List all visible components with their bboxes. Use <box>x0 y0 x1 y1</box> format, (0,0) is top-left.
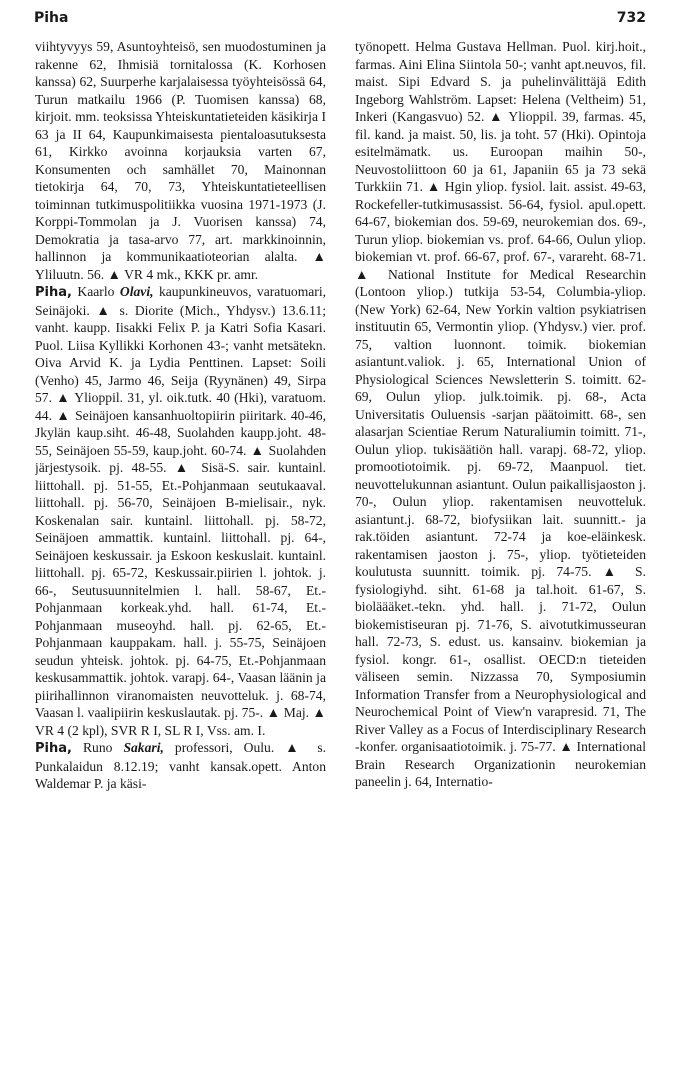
entry-surname: Piha, <box>35 741 72 756</box>
running-header <box>34 10 646 32</box>
right-column <box>355 38 646 1066</box>
running-head-name: Piha <box>34 10 69 26</box>
entry-first-name: Runo <box>82 740 113 755</box>
entry-given-name: Olavi, <box>119 284 154 299</box>
entry-first-name: Kaarlo <box>77 284 115 299</box>
entry-body: kaupunkineuvos, varatuomari, Seinäjoki. ▲ s. Diorite (Mich., Yhdysv.) 13.6.11; vanht. kaupp. Iisakki Felix P. ja Katri Sofia Kasari. Puol. Liisa Kyllikki Korhonen 43-; vanht metsätekn. Oiva Arvid K. ja Lydia Penttinen. Lapset: Soili (Venho) 45, Jarmo 46, Seija (Ryynänen) 49, Sirpa 57. ▲ Ylioppil. 31, yl. oik.tutk. 40 (Hki), varatuom. 44. ▲ Seinäjoen kansanhuoltopiirin piiritark. 40-46, Jkylän kaup.siht. 46-48, Suolahden kaupp.joht. 48-55, Seinäjoen 55-59, kaup.joht. 60-74. ▲ Suolahden järjestysoik. pj. 48-55. ▲ Sisä-S. sair. kuntainl. liittohall. pj. 51-55, Et.-Pohjanmaan seutukaaval. liittohall. pj. 56-70, Seinäjoen B-mielisair., nyk. Koskenalan sair. kuntainl. liittohall. pj. 58-72, Seinäjoen ammattik. kuntainl. liittohall. pj. 64-, Seinäjoen keskussair. ja Eskoon keskuslait. kuntainl. liittohall. pj. 65-72, Keskussair.piirien l. johtok. j. 66-, Seutusuunnitelmien l. hall. 58-67, Et.-Pohjanmaan korkeak.yhd. hall. 61-74, Et.-Pohjanmaan museoyhd. hall. pj. 62-65, Et.-Pohjanmaan kauppakam. hall. j. 55-75, Seinäjoen seudun yhteisk. johtok. pj. 64-75, Et.-Pohjanmaan keskusammattik. johtok. varapj. 64-, Vaasan läänin ja piirihallinnon viranomaisten neuvotteluk. j. 68-74, Vaasan l. vaalipiirin keskuslautak. pj. 75-. ▲ Maj. ▲ VR 4 (2 kpl), SVR R I, SL R I, Vss. am. I. <box>35 284 326 738</box>
left-column <box>35 38 326 1066</box>
entry-surname: Piha, <box>35 285 72 300</box>
page-number: 732 <box>616 10 646 26</box>
entry-continuation-right: työnopett. Helma Gustava Hellman. Puol. kirj.hoit., farmas. Aini Elina Siintola 50-; vanht apt.neuvos, fil. maist. Sipi Edvard S. ja puhelinvälittäjä Edith Ingeborg Wahlström. Lapset: Helena (Veltheim) 51, Inkeri (Kangasvuo) 52. ▲ Ylioppil. 39, farmas. 45, fil. kand. ja maist. 50, lis. ja toht. 57 (Hki). Opintoja esitelmämatk. us. Euroopan maihin 50-, Neuvostoliittoon 60 ja 61, Japaniin 65 ja 73 sekä Turkkiin 71. ▲ Hgin yliop. fysiol. lait. assist. 49-63, Rockefeller-tutkimusassist. 56-64, fysiol. apul.opett. 64-67, biokemian dos. 59-69, neurokemian dos. 69-, Turun yliop. biokemian vs. prof. 64-66, Oulun yliop. biokemian vt. prof. 66-67, prof. 67-, varareht. 68-71. ▲ National Institute for Medical Researchin (Lontoon yliop.) tutkija 53-54, Columbia-yliop. (New York) 62-64, New Yorkin valtion psykiatrisen instituutin 65, Vermontin yliop. (Yhdysv.) vier. prof. 75, valtion luonnont. toimik. biokemian asiantunt.valiok. j. 65, International Union of Physiological Sciences Newsletterin S. toimitt. 62-69, Oulun yliop. julk.toimik. pj. 68-, Acta Universitatis Ouluensis -sarjan päätoimitt. 68-, sen alasarjan Scientiae Rerum Naturaliumin toimitt. 71-, Oulun yliop. tukisäätiön hall. varapj. 68-72, yliop. promootiotoimik. pj. 69-72, Maanpuol. tiet. neuvottelukunnan asiantunt. Oulun paikallisjaoston j. 70-, Oulun yliop. rakentamisen neuvotteluk. asiantunt.j. 68-72, biofysiikan lait. suunnitt.- ja rak.töiden asiantunt. 72-74 ja koe-eläinkesk. rakentamisen jaoston j. 75-, yliop. työtieteiden koulutusta suunnitt. toimik. pj. 74-75. ▲ S. fysiologiyhd. siht. 61-68 ja tal.hoit. 61-67, S. bioläääket.-tekn. yhd. hall. j. 71-72, Oulun biokemistiseuran pj. 71-76, S. aivotutkimusseuran hall. 72-73, S. edust. us. kansainv. biokemian ja fysiol. kongr. 61-, osallist. OECD:n tieteiden väliseen semin. Nizzassa 70, Symposiumin Information Transfer from a Neurophysiological and Neurochemical Point of View'n varapresid. 71, The River Valley as a Focus of Interdisciplinary Research -konfer. organisaatiotoimik. j. 75-77. ▲ International Brain Research Organizationin neurokemian paneelin j. 64, Internatio- <box>355 39 646 789</box>
entry-body: professori, Oulu. ▲ s. Punkalaidun 8.12.19; vanht kansak.opett. Anton Waldemar P. ja käsi- <box>35 740 326 791</box>
entry-piha-kaarlo-olavi <box>35 283 326 739</box>
entry-continuation: viihtyvyys 59, Asuntoyhteisö, sen muodostuminen ja rakenne 62, Ihmisiä tornitalossa (K. Korhosen kanssa) 62, Suurperhe karjalaisessa työyhteisössä 64, Turun matkailu 1966 (P. Tuomisen kanssa) 68, kirjoit. mm. teoksissa Yhteiskuntatieteiden käsikirja I 63 ja II 64, Kaupunkimaisesta pientaloasutuksesta 61, Kirkko avoinna korjauksia varten 67, Konsumenten och samhället 70, Mainonnan tietokirja 64, 70, 73, Yhteiskuntatieteellisen toiminnan tutkimuspolitiikka vuosina 1971-1973 (J. Korppi-Tommolan ja J. Vuorisen kanssa) 74, Demokratia ja tasa-arvo 77, art. markkinoinnin, hallinnon ja kommunikaatioteorian alalta. ▲ Yliluutn. 56. ▲ VR 4 mk., KKK pr. amr. <box>35 39 326 282</box>
entry-piha-runo-sakari <box>35 739 326 793</box>
entry-given-name: Sakari, <box>123 740 164 755</box>
